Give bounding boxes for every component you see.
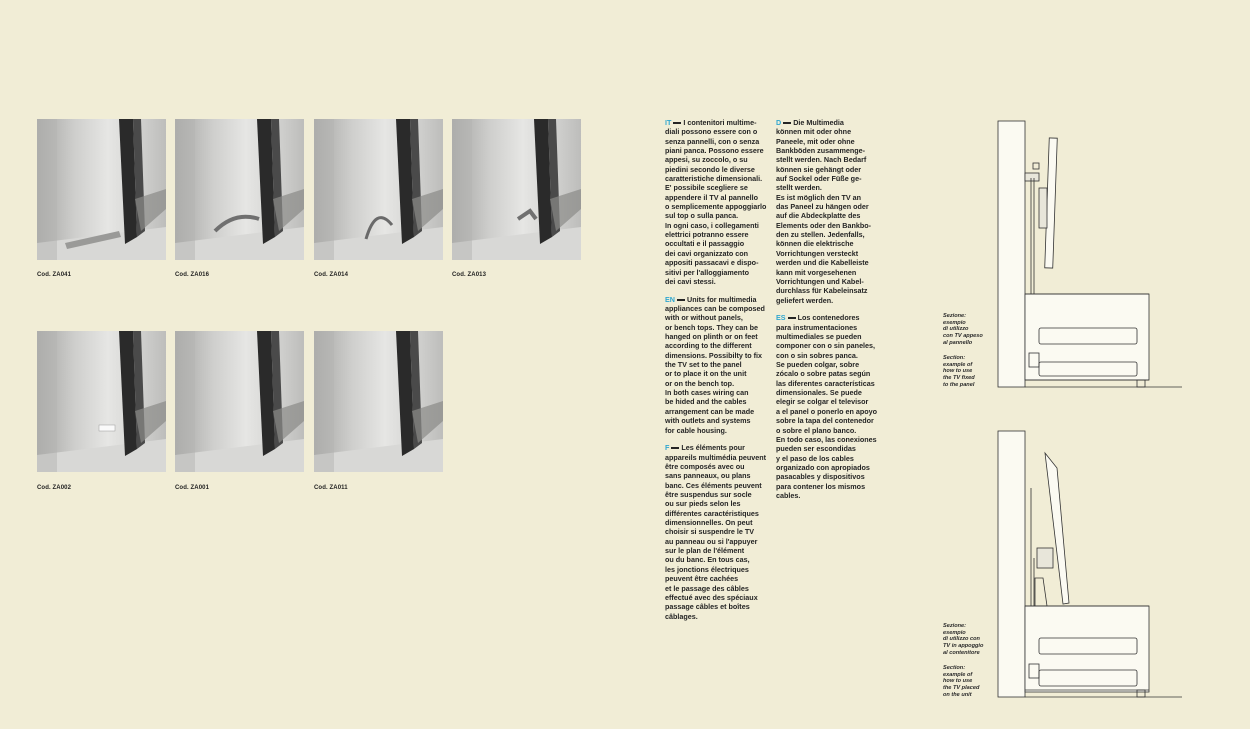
paragraph-es-body: Los contenedores para instrumentaciones multimediales se pueden componer con o sin paneles, con o sin sobres panca. Se pueden colgar, sobre zócalo o sobre patas según las diferentes características dimensionales. Se puede elegir se colgar el televisor a el panel o ponerlo en apoyo sobre la tapa del contenedor o sobre el plano banco. En todo caso, las conexiones pueden ser escondidas y el paso de los cables organizado con apropiados pasacables y dispositivos para contener los mismos cables. [776, 313, 878, 500]
product-photo-za016 [175, 119, 304, 260]
product-code: Cod. ZA013 [452, 272, 487, 278]
dash-divider [783, 122, 791, 124]
product-code: Cod. ZA002 [37, 485, 72, 491]
section-diagram-unit [995, 428, 1185, 700]
paragraph-de-body: Die Multimedia können mit oder ohne Paneele, mit oder ohne Bankböden zusammenge- stellt werden. Nach Bedarf können sie gehängt oder auf Sockel oder Füße ge- stellt werden. Es ist möglich den TV an das Paneel zu hängen oder auf die Abdeckplatte des Elements oder den Bankbo- den zu stellen. Jedenfalls, können die elektrische Vorrichtungen versteckt werden und die Kabelleiste kann mit vorgesehenen Vorrichtungen und Kabel- durchlass für Kabeleinsatz geliefert werden. [776, 118, 872, 305]
lang-tag-it: IT [665, 118, 672, 127]
dash-divider [677, 299, 685, 301]
lang-tag-de: D [776, 118, 782, 127]
paragraph-it [665, 118, 769, 286]
dash-divider [673, 122, 681, 124]
product-code: Cod. ZA014 [314, 272, 349, 278]
diagram-caption-en-unit: Section: example of how to use the TV placed on the unit [943, 665, 980, 698]
photo-illustration [314, 119, 443, 260]
diagram-caption-it-unit: Sezione: esempio di utilizzo con TV in appoggio al contenitore [943, 623, 984, 656]
product-code: Cod. ZA041 [37, 272, 72, 278]
diagram-caption-it-panel: Sezione: esempio di utilizzo con TV appeso al pannello [943, 313, 983, 346]
paragraph-fr [665, 443, 769, 621]
product-code: Cod. ZA001 [175, 485, 210, 491]
paragraph-en-body: Units for multimedia appliances can be composed with or without panels, or bench tops. They can be hanged on plinth or on feet according to the different dimensions. Possibilty to fix the TV set to the panel or to place it on the unit or on the bench top. In both cases wiring can be hided and the cables arrangement can be made with outlets and systems for cable housing. [665, 294, 765, 435]
section-diagram-panel [995, 118, 1185, 390]
dash-divider [671, 447, 679, 449]
paragraph-fr-body: Les éléments pour appareils multimédia peuvent être composés avec ou sans panneaux, ou plans banc. Ces éléments peuvent être suspendus sur socle ou sur pieds selon les différentes caractéristiques dimensionnelles. On peut choisir si suspendre le TV au panneau ou si l'appuyer sur le plan de l'élément ou du banc. En tous cas, les jonctions électriques peuvent être cachées et le passage des câbles effectué avec des spéciaux passage câbles et boîtes câblages. [665, 443, 767, 621]
product-code: Cod. ZA016 [175, 272, 210, 278]
product-code: Cod. ZA011 [314, 485, 348, 491]
lang-tag-fr: F [665, 443, 670, 453]
photo-illustration [314, 331, 443, 472]
photo-illustration [175, 119, 304, 260]
lang-tag-es: ES [776, 313, 786, 323]
lang-tag-en: EN [665, 294, 675, 304]
paragraph-it-body: I contenitori multime- diali possono essere con o senza pannelli, con o senza piani panca. Possono essere appesi, su zoccolo, o su piedini secondo le diverse caratteristiche dimensionali. E' possibile scegliere se appendere il TV al pannello o semplicemente appoggiarlo sul top o sulla panca. In ogni caso, i collegamenti elettrici potranno essere occultati e il passaggio dei cavi organizzato con appositi passacavi e dispo- sitivi per l'alloggiamento dei cavi stessi. [665, 118, 767, 286]
product-photo-za011 [314, 331, 443, 472]
product-photo-za001 [175, 331, 304, 472]
product-photo-za002 [37, 331, 166, 472]
photo-illustration [452, 119, 581, 260]
photo-illustration [175, 331, 304, 472]
paragraph-de [776, 118, 880, 305]
product-photo-za041 [37, 119, 166, 260]
dash-divider [788, 317, 796, 319]
product-photo-za013 [452, 119, 581, 260]
text-column-left [665, 118, 769, 629]
photo-illustration [37, 331, 166, 472]
text-column-right [776, 118, 880, 509]
paragraph-es [776, 313, 880, 500]
product-photo-za014 [314, 119, 443, 260]
paragraph-en [665, 295, 769, 435]
diagram-caption-en-panel: Section: example of how to use the TV fixed to the panel [943, 355, 975, 388]
photo-illustration [37, 119, 166, 260]
